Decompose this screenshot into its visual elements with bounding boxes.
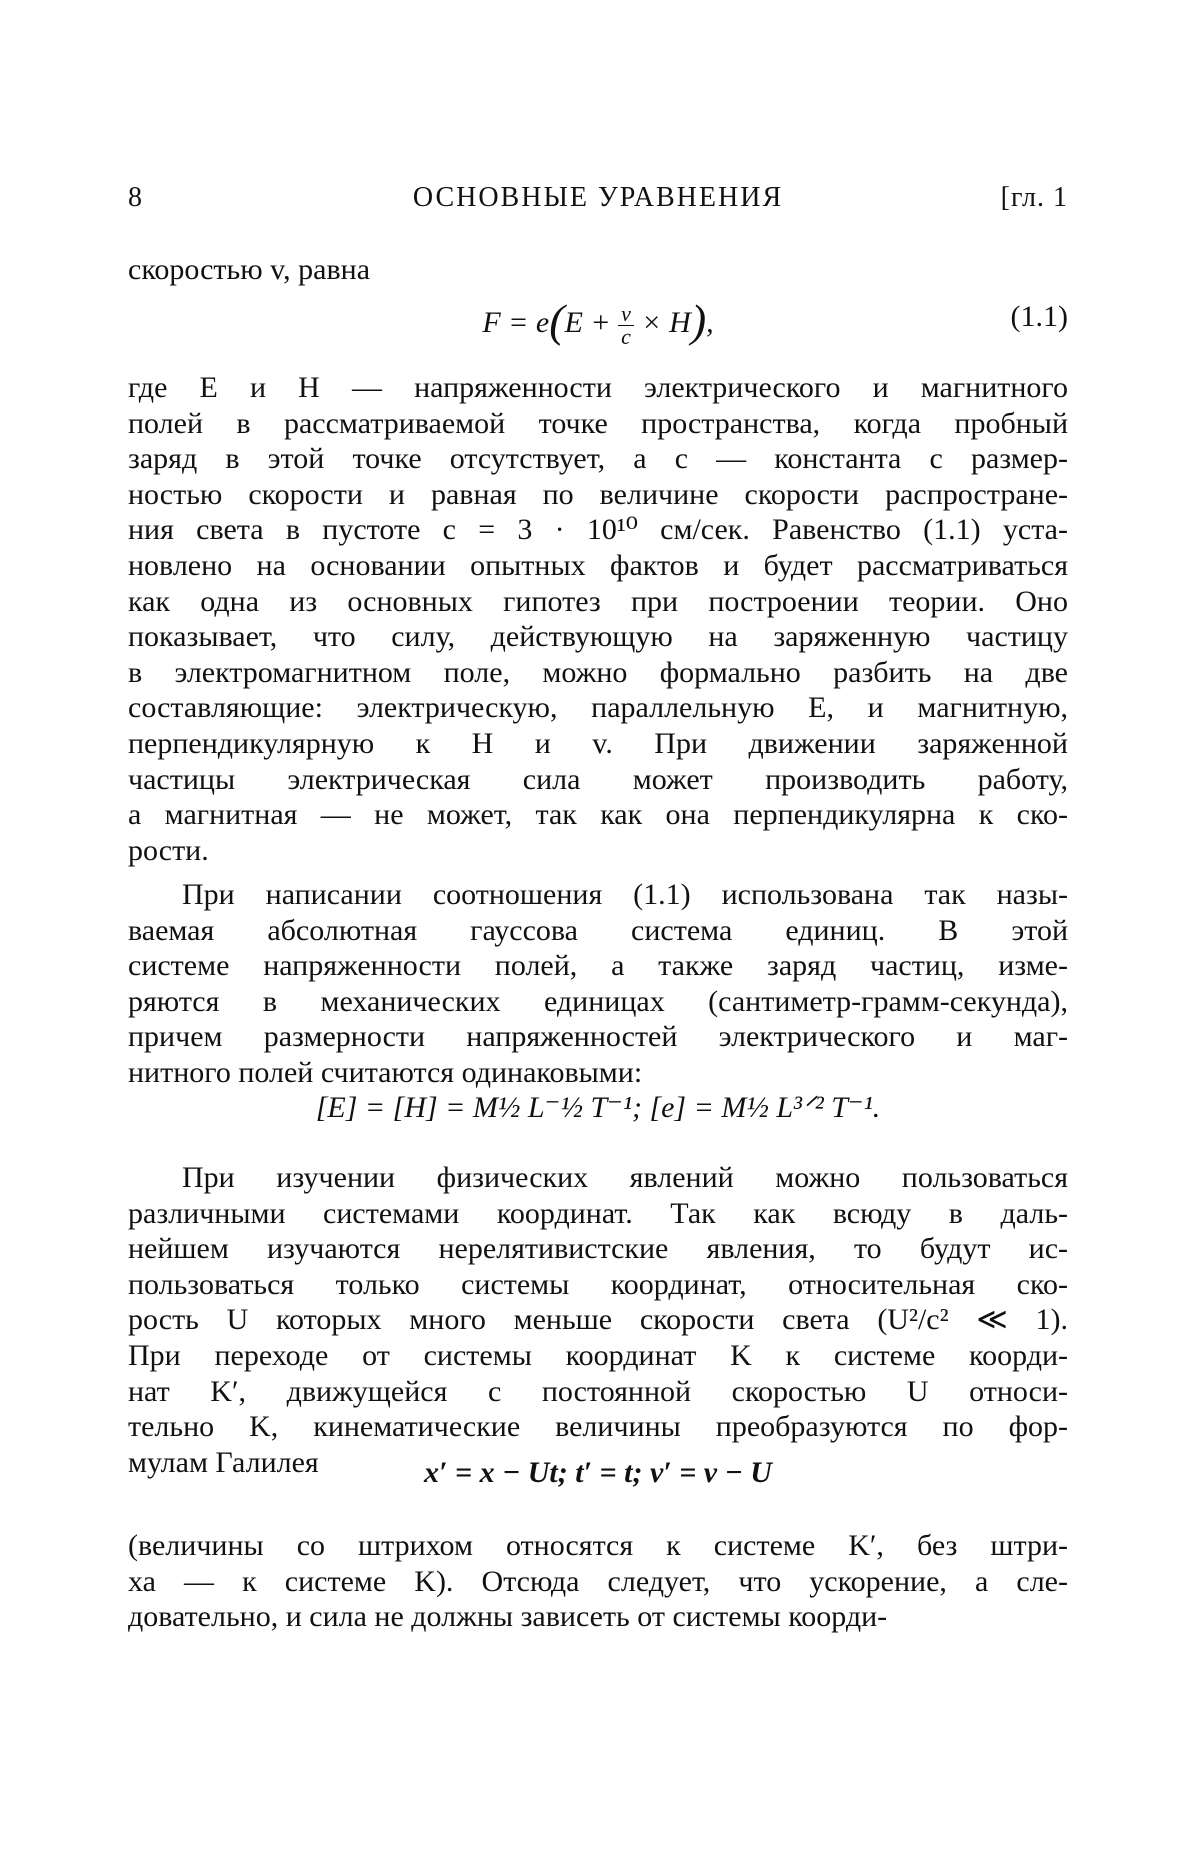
fraction-v-over-c: $\frac{v}{c}$	[618, 303, 634, 348]
text-line: рость U которых много меньше скорости света (U²/c² ≪ 1).	[128, 1303, 1068, 1337]
chapter-marker: [гл. 1	[1000, 182, 1068, 213]
paragraph-1	[128, 370, 1068, 868]
text-line: новлено на основании опытных фактов и будет рассматриваться	[128, 548, 1068, 582]
equation-1-1-body: F = e(E + $\frac{v}{c}$ × H),	[482, 295, 714, 349]
text-line: показывает, что силу, действующую на заряженную частицу	[128, 620, 1068, 654]
text-line: скоростью v, равна	[128, 253, 371, 286]
galilean-transformation: x′ = x − Ut; t′ = t; v′ = v − U	[424, 1456, 772, 1489]
text-line: нитного полей считаются одинаковыми:	[128, 1055, 643, 1089]
text-line: При изучении физических явлений можно пользоваться	[182, 1161, 1068, 1194]
text-line: довательно, и сила не должны зависеть от системы коорди-	[128, 1600, 888, 1634]
text-line: тельно K, кинематические величины преобразуются по фор-	[128, 1410, 1068, 1444]
text-line: нейшем изучаются нерелятивистские явления, то будут ис-	[128, 1232, 1068, 1266]
text-line: где E и H — напряженности электрического и магнитного	[128, 371, 1068, 404]
text-line: составляющие: электрическую, параллельную E, и магнитную,	[128, 691, 1068, 725]
text-line: мулам Галилея	[128, 1445, 319, 1479]
paragraph-2	[128, 877, 1068, 1091]
paragraph-3	[128, 1160, 1068, 1480]
text-line: а магнитная — не может, так как она перпендикулярна к ско-	[128, 798, 1068, 832]
text-line: частицы электрическая сила может производить работу,	[128, 762, 1068, 796]
text-line: причем размерности напряженностей электрического и маг-	[128, 1020, 1068, 1054]
equation-1-1	[128, 290, 1068, 354]
running-title: ОСНОВНЫЕ УРАВНЕНИЯ	[412, 182, 784, 213]
text-line: в электромагнитном поле, можно формально разбить на две	[128, 655, 1068, 689]
running-header	[128, 182, 1068, 226]
text-line: рости.	[128, 833, 209, 867]
text-line: (величины со штрихом относятся к системе K′, без штри-	[128, 1529, 1068, 1562]
page-number: 8	[128, 182, 143, 213]
text-line: ния света в пустоте c = 3 · 10¹⁰ см/сек. Равенство (1.1) уста-	[128, 513, 1068, 547]
text-line: При переходе от системы координат K к системе коорди-	[128, 1338, 1068, 1372]
text-line: полей в рассматриваемой точке пространства, когда пробный	[128, 406, 1068, 440]
text-line: как одна из основных гипотез при построении теории. Оно	[128, 584, 1068, 618]
dimension-formula: [E] = [H] = M½ L⁻½ T⁻¹; [e] = M½ L³ᐟ² T⁻¹.	[315, 1091, 881, 1124]
equation-label: (1.1)	[1010, 300, 1068, 333]
text-line: ха — к системе K). Отсюда следует, что ускорение, а сле-	[128, 1564, 1068, 1598]
text-line: различными системами координат. Так как всюду в даль-	[128, 1196, 1068, 1230]
text-line: ностью скорости и равная по величине скорости распростране-	[128, 477, 1068, 511]
text-line: перпендикулярную к H и v. При движении заряженной	[128, 726, 1068, 760]
text-line: заряд в этой точке отсутствует, а c — константа с размер-	[128, 442, 1068, 476]
text-line: системе напряженности полей, а также заряд частиц, изме-	[128, 949, 1068, 983]
text-line: ряются в механических единицах (сантиметр-грамм-секунда),	[128, 984, 1068, 1018]
text-line: При написании соотношения (1.1) использована так назы-	[182, 878, 1068, 911]
text-line: пользоваться только системы координат, относительная ско-	[128, 1267, 1068, 1301]
text-line: нат K′, движущейся с постоянной скоростью U относи-	[128, 1374, 1068, 1408]
intro-line	[128, 252, 1068, 288]
text-line: ваемая абсолютная гауссова система единиц. В этой	[128, 913, 1068, 947]
paragraph-4	[128, 1528, 1068, 1635]
